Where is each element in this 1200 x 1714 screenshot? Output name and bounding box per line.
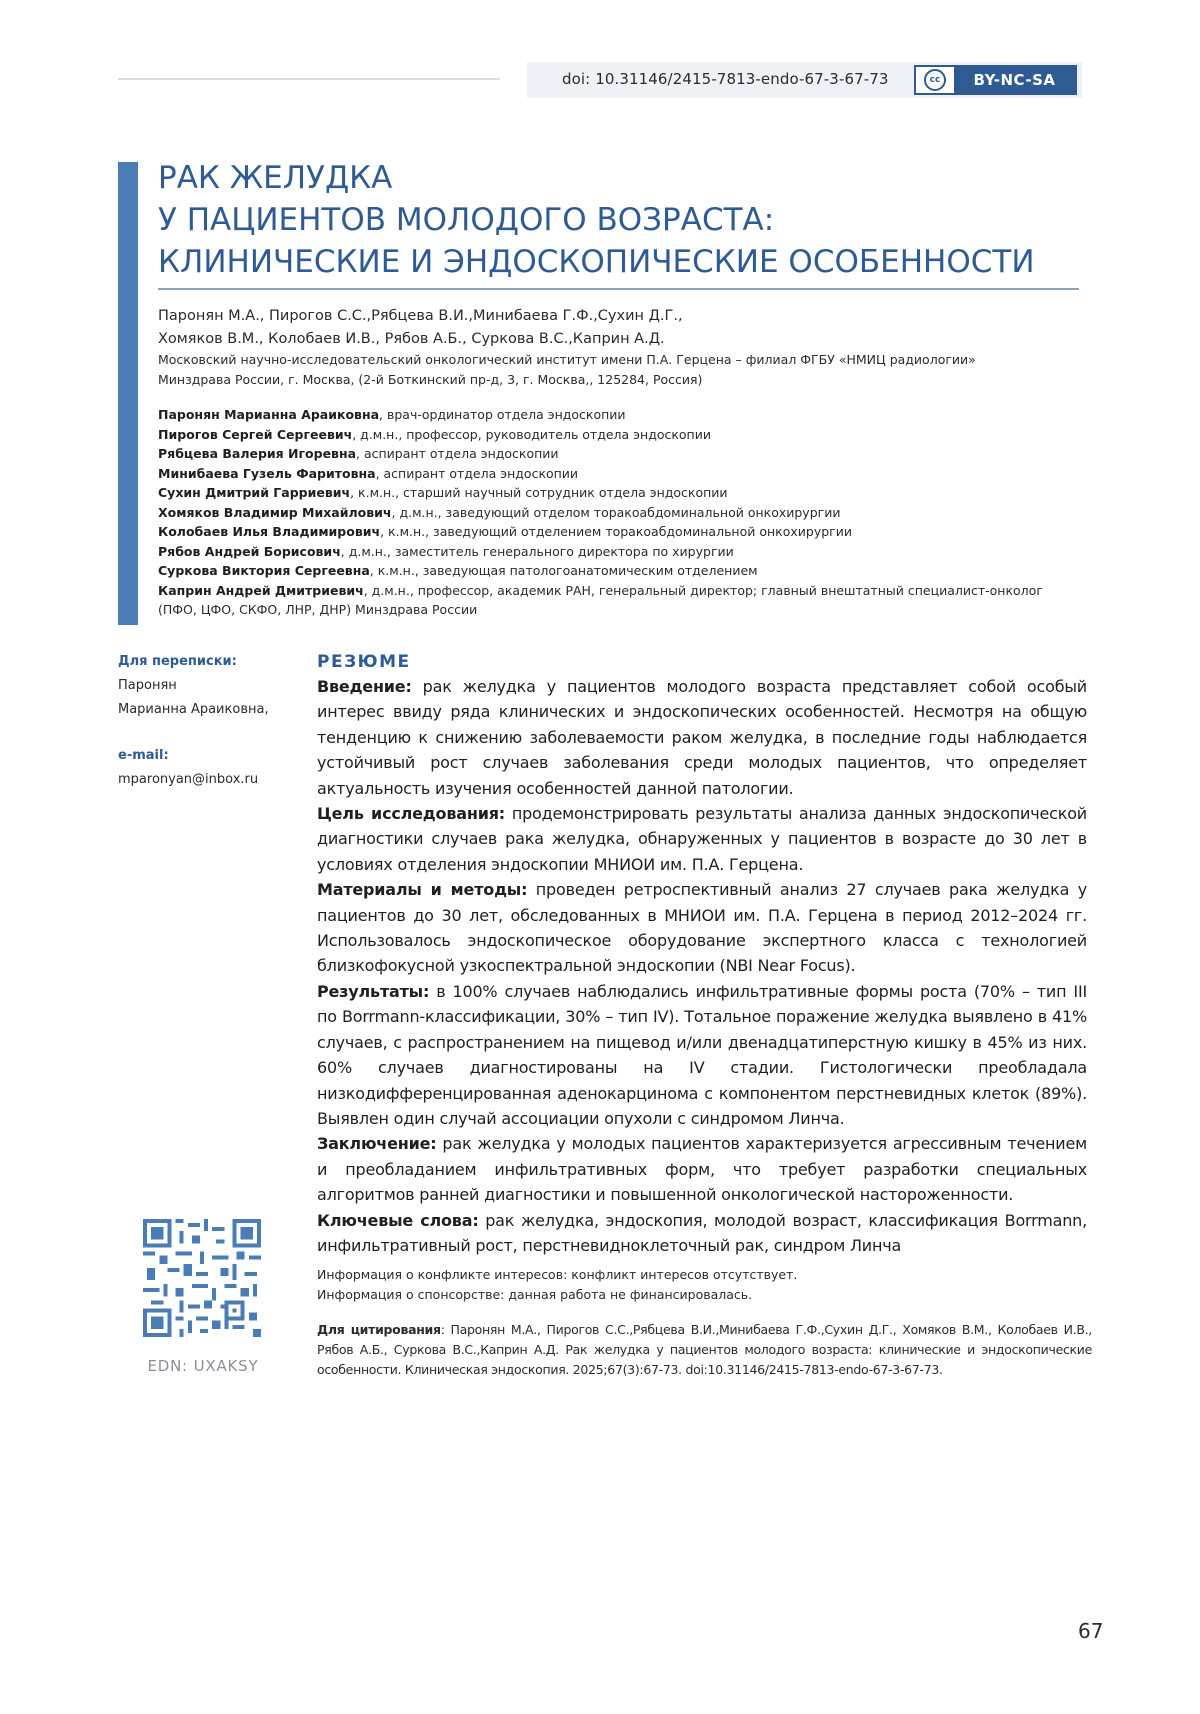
abstract-keywords: Ключевые слова: рак желудка, эндоскопия, молодой возраст, классификация Borrmann, инфильтративный рост, перстневидноклеточный рак, синдром Линча — [317, 1210, 1087, 1255]
author-line: Хомяков В.М., Колобаев И.В., Рябов А.Б., Суркова В.С.,Каприн А.Д. — [158, 331, 665, 347]
page-number: 67 — [1078, 1619, 1104, 1643]
title-rule — [158, 288, 1079, 290]
abstract-methods: Материалы и методы: проведен ретроспективный анализ 27 случаев рака желудка у пациентов до 30 лет, обследованных в МНИОИ им. П.А. Герцена в период 2012–2024 гг. Использовалось эндоскопическое оборудование экспертного класса с технологией близкофокусной узкоспектральной эндоскопии (NBI Near Focus). — [317, 880, 1088, 976]
license-badge[interactable] — [914, 65, 1077, 95]
affiliation-line: Минздрава России, г. Москва, (2-й Боткинский пр-д, 3, г. Москва,, 125284, Россия) — [158, 372, 703, 387]
title-accent-bar — [118, 162, 138, 625]
author-bio: Минибаева Гузель Фаритовна, аспирант отдела эндоскопии — [158, 465, 579, 481]
abstract-introduction: Введение: рак желудка у пациентов молодого возраста представляет собой особый интерес ввиду ряда клинических и эндоскопических особенностей. Несмотря на общую тенденцию к снижению заболеваемости раком желудка, в последние годы наблюдается устойчивый рост случаев заболевания среди молодых пациентов, что определяет актуальность изучения особенностей данной патологии. — [317, 677, 1087, 798]
citation: Для цитирования: Паронян М.А., Пирогов С.С.,Рябцева В.И.,Минибаева Г.Ф.,Сухин Д.Г., Хомяков В.М., Колобаев И.В., Рябов А.Б., Суркова В.С.,Каприн А.Д. Рак желудка у пациентов молодого возраста: клинические и эндоскопические особенности. Клиническая эндоскопия. 2025;67(3):67-73. doi:10.31146/2415-7813-endo-67-3-67-73. — [317, 1322, 1092, 1377]
author-bio: Сухин Дмитрий Гарриевич, к.м.н., старший научный сотрудник отдела эндоскопии — [158, 485, 728, 500]
correspondence-name: Паронян — [118, 678, 177, 693]
license-label: BY-NC-SA — [973, 71, 1056, 89]
edn-label: EDN: UXAKSY — [147, 1357, 259, 1375]
qr-code[interactable] — [143, 1219, 261, 1337]
correspondence-label: Для переписки: — [118, 654, 237, 669]
abstract-heading: РЕЗЮМЕ — [317, 652, 411, 672]
author-list — [158, 305, 1058, 351]
correspondence-sidebar — [118, 650, 288, 792]
author-bio: Рябцева Валерия Игоревна, аспирант отдела эндоскопии — [158, 446, 559, 461]
funding-notes — [317, 1265, 1087, 1305]
header-rule — [118, 78, 500, 80]
author-bio: Каприн Андрей Дмитриевич, д.м.н., профессор, академик РАН, генеральный директор; главный внештатный специалист-онколог — [158, 582, 1043, 598]
author-bio: Пирогов Сергей Сергеевич, д.м.н., профессор, руководитель отдела эндоскопии — [158, 426, 711, 442]
cc-icon: cc — [916, 67, 954, 93]
author-line: Паронян М.А., Пирогов С.С.,Рябцева В.И.,Минибаева Г.Ф.,Сухин Д.Г., — [158, 308, 683, 324]
author-bios — [158, 405, 1078, 620]
affiliation-line: Московский научно-исследовательский онкологический институт имени П.А. Герцена – филиал ФГБУ «НМИЦ радиологии» — [158, 352, 976, 367]
author-bio: Колобаев Илья Владимирович, к.м.н., заведующий отделением торакоабдоминальной онкохирургии — [158, 524, 852, 539]
email-link[interactable]: mparonyan@inbox.ru — [118, 772, 259, 787]
author-bio: Рябов Андрей Борисович, д.м.н., заместитель генерального директора по хирургии — [158, 543, 734, 559]
conflict-note: Информация о конфликте интересов: конфликт интересов отсутствует. — [317, 1267, 798, 1282]
article-title — [158, 157, 1088, 283]
abstract-results: Результаты: в 100% случаев наблюдались инфильтративные формы роста (70% – тип III по Borrmann-классификации, 30% – тип IV). Тотальное поражение желудка выявлено в 41% случаев, с распространением на пищевод и/или двенадцатиперстную кишку в 45% из них. 60% случаев диагностированы на IV стадии. Гистологически преобладала низкодифференцированная аденокарцинома с компонентом перстневидных клеток (89%). Выявлен один случай ассоциации опухоли с синдромом Линча. — [317, 981, 1087, 1128]
author-bio: Хомяков Владимир Михайлович, д.м.н., заведующий отделом торакоабдоминальной онкохирургии — [158, 504, 841, 520]
author-bio: (ПФО, ЦФО, СКФО, ЛНР, ДНР) Минздрава России — [158, 602, 478, 617]
title-line: КЛИНИЧЕСКИЕ И ЭНДОСКОПИЧЕСКИЕ ОСОБЕННОСТИ — [158, 244, 1035, 280]
abstract — [317, 650, 1087, 1258]
abstract-conclusion: Заключение: рак желудка у молодых пациентов характеризуется агрессивным течением и преобладанием инфильтративных форм, что требует разработки специальных алгоритмов ранней диагностики и повышенной онкологической настороженности. — [317, 1134, 1087, 1205]
correspondence-name: Марианна Араиковна, — [118, 702, 269, 717]
affiliation — [158, 350, 1078, 390]
title-line: РАК ЖЕЛУДКА — [158, 160, 393, 196]
title-line: У ПАЦИЕНТОВ МОЛОДОГО ВОЗРАСТА: — [158, 202, 775, 238]
abstract-aim: Цель исследования: продемонстрировать результаты анализа данных эндоскопической диагностики случаев рака желудка, обнаруженных у пациентов в возрасте до 30 лет в условиях отделения эндоскопии МНИОИ им. П.А. Герцена. — [317, 804, 1087, 874]
doi-link[interactable]: doi: 10.31146/2415-7813-endo-67-3-67-73 — [562, 70, 889, 88]
author-bio: Паронян Марианна Араиковна, врач-ординатор отдела эндоскопии — [158, 407, 626, 422]
author-bio: Суркова Виктория Сергеевна, к.м.н., заведующая патологоанатомическим отделением — [158, 563, 758, 578]
email-label: e-mail: — [118, 748, 169, 763]
funding-note: Информация о спонсорстве: данная работа не финансировалась. — [317, 1287, 753, 1302]
